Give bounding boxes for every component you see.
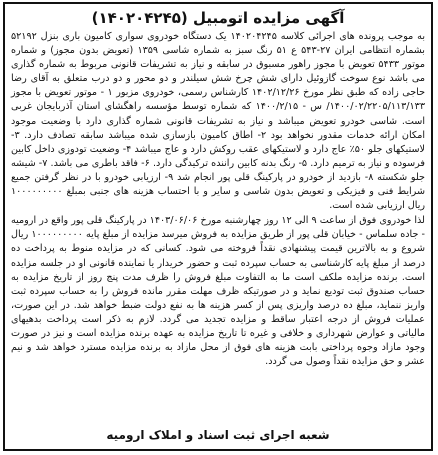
notice-paragraph-terms: لذا خودروی فوق از ساعت ۹ الی ۱۲ روز چهارشنبه مورخ ۱۴۰۳/۰۶/۰۶ در پارکینگ قلی پور واقع در ارومیه - جاده سلماس - خیابان قلی پور از طریق مزایده به فروش میرسد مزایده از مبلغ پایه ۱۰۰۰۰۰۰۰۰۰ ریال شروع و به بالاترین قیمت پیشنهادی نقداً فروخته می شود. کسانی که در مزایده منوط به پرداخت ده درصد از مبلغ پایه کارشناسی به حساب سپرده ثبت و حضور خریدار یا نماینده قانونی او در جلسه مزایده است. برنده مزایده ملکف است ما به التفاوت مبلغ فروش را ظرف مدت پنج روز از تاریخ مزایده به حساب صندوق ثبت تودیع نماید و در صورتیکه ظرف مهلت مقرر مانده فروش را به حساب سپرده ثبت واریز ننماید، مبلغ ده درصد واریزی پس از کسر هزینه ها به نفع دولت ضبط خواهد شد. در این صورت، عملیات فروش از درجه اعتبار ساقط و مزایده تجدید می گردد. لازم به ذکر است پرداخت بدهیهای مالیاتی و عوارض شهرداری و خلافی و غیره تا تاریخ مزایده به عهده برنده مزایده است و نیز در صورت وجود مازاد وجوه پرداختی بابت هزینه های فوق از محل مازاد به برنده مزایده مسترد خواهد شد و نیم عشر و حق مزایده نقداً وصول می گردد. [11, 215, 425, 368]
notice-paragraph-description: به موجب پرونده های اجرائی کلاسه ۱۴۰۲۰۴۲۴۵ یک دستگاه خودروی سواری کامیون باری بنزل ۵۲۱۹۲ بشماره انتظامی ایران ۲۷-۵۴۳ ع ۵۱ رنگ سبز به شماره شاسی ۱۳۵۹ (تعویض بدون مجوز) و شماره موتور ۵۴۳۳ تعویض با مجوز راهور مسبوق در سابقه و نیاز به تشریفات قانونی مربوط به شماره گذاری می باشد نوع سوخت گازوئیل دارای شش چرخ شش سیلندر و دو محور و دو درب متعلق به آقای رضا حاجی زاده که طبق نظر مورخ ۱۴۰۲/۱۲/۲۶ کارشناس رسمی، خودروی مزبور ۱ - موتور تعویض با مجوز ۱۴۰۰/۰۲/۲۲۰۵/۱۱۳/۱۳۳/ س - ۱۴۰۰/۲/۱۵ که شماره توسط مؤسسه راهگشای استان آذربایجان غربی است. شاسی خودرو تعویض میباشد و نیاز به تشریفات قانونی شماره گذاری دارد با وضعیت موجود امکان ارائه خدمات مقدور نخواهد بود ۲- اطاق کامیون بازسازی شده میباشد سابقه تصادف دارد. ۳- لاستیکهای جلو ۵۰٪ عاج دارد و لاستیکهای عقب روکش دارد و عاج میباشد ۴- وضعیت تودوزی داخل کابین فرسوده و نیاز به ترمیم دارد. ۵- رنگ بدنه کابین راننده ترکیدگی دارد. ۶- فاقد باطری می باشد. ۷- شیشه جلو شکسته ۸- بازدید از خودرو در پارکینگ قلی پور انجام شد ۹- ارزیابی خودرو با در نظر گرفتن جمیع شرایط فنی و فیزیکی و تعویض بدون شاسی و سایر و با احتساب هزینه های جنبی بمبلغ ۱۰۰۰۰۰۰۰۰۰ ریال ارزیابی شده است. [11, 31, 426, 212]
notice-body [5, 30, 431, 369]
notice-title: آگهی مزایده اتومبیل (۱۴۰۲۰۴۲۴۵) [91, 9, 345, 27]
notice-signature: شعبه اجرای ثبت اسناد و املاک ارومیه [106, 428, 330, 442]
auction-notice [3, 2, 433, 451]
